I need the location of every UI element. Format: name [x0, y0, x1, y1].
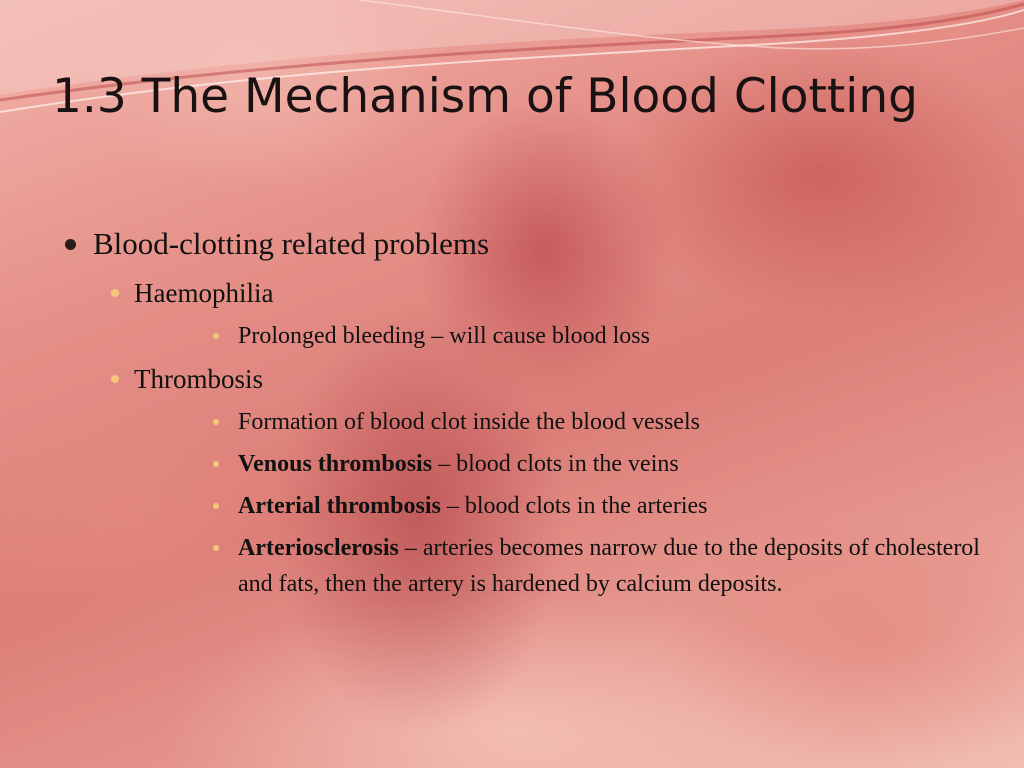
detail-text: Prolonged bleeding – will cause blood loss: [238, 323, 650, 349]
detail-arteriosclerosis: [134, 530, 980, 602]
detail-text: – blood clots in the veins: [432, 451, 679, 477]
bullet-dot-icon: [213, 503, 219, 509]
detail-text: Formation of blood clot inside the blood vessels: [238, 409, 700, 435]
sub-bullet-list: [93, 274, 980, 602]
bullet-dot-icon: [111, 375, 119, 383]
slide-title: 1.3 The Mechanism of Blood Clotting: [52, 69, 918, 124]
detail-text: – blood clots in the arteries: [440, 493, 708, 519]
term-venous-thrombosis: Venous thrombosis: [238, 451, 433, 477]
sub-bullet-haemophilia: [93, 274, 980, 354]
sub-bullet-thrombosis: [93, 360, 980, 602]
detail-text: – arteries becomes narrow due to the deposits of cholesterol and fats, then the artery is hardened by calcium deposits.: [238, 535, 980, 597]
bullet-dot-icon: [111, 289, 119, 297]
bullet-dot-icon: [213, 545, 219, 551]
bullet-text: Blood-clotting related problems: [93, 226, 490, 261]
bullet-dot-icon: [213, 419, 219, 425]
detail-prolonged-bleeding: [134, 318, 980, 354]
slide-content: [60, 222, 980, 608]
bullet-blood-clotting-problems: [60, 222, 980, 602]
detail-formation: [134, 404, 980, 440]
detail-arterial-thrombosis: [134, 488, 980, 524]
detail-list: [134, 318, 980, 354]
term-arterial-thrombosis: Arterial thrombosis: [238, 493, 441, 519]
detail-list: [134, 404, 980, 602]
sub-bullet-text: Thrombosis: [134, 364, 264, 394]
term-arteriosclerosis: Arteriosclerosis: [238, 535, 399, 561]
bullet-dot-icon: [213, 461, 219, 467]
sub-bullet-text: Haemophilia: [134, 278, 274, 308]
bullet-list: [60, 222, 980, 602]
detail-venous-thrombosis: [134, 446, 980, 482]
bullet-dot-icon: [213, 333, 219, 339]
bullet-dot-icon: [65, 239, 76, 250]
